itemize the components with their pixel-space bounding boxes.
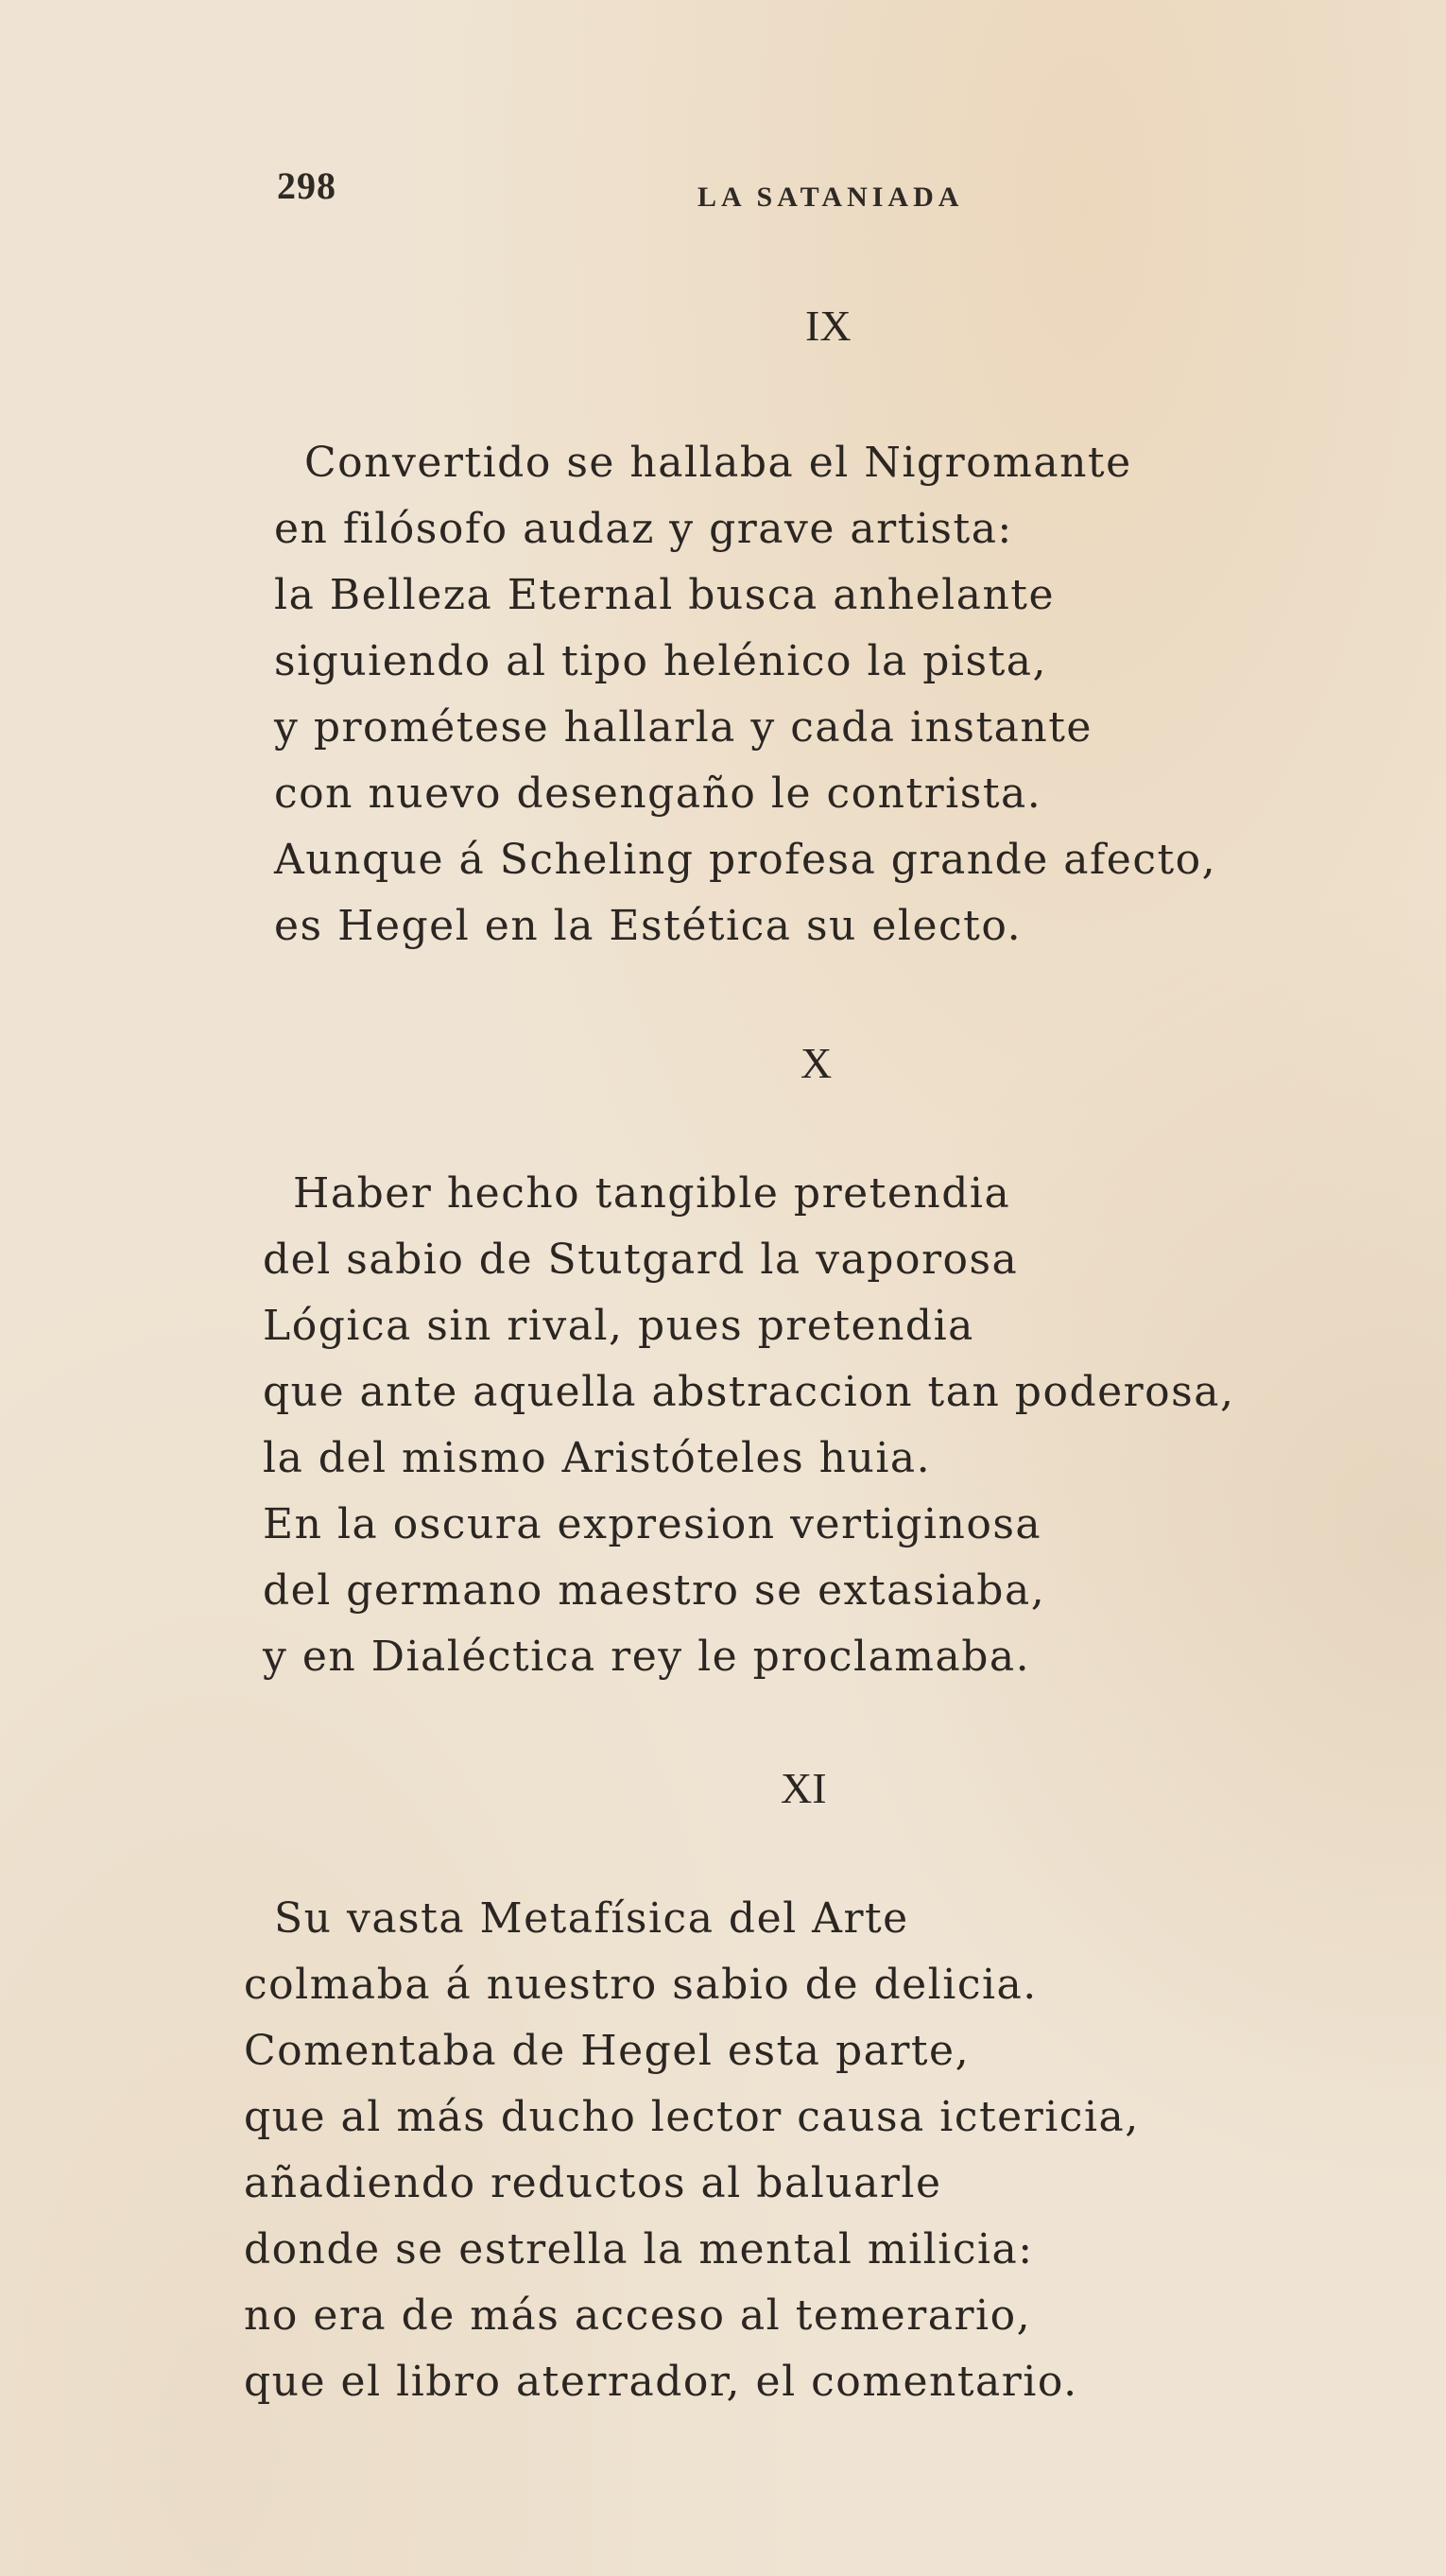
verse-line: Aunque á Scheling profesa grande afecto, xyxy=(274,836,1217,884)
page-number: 298 xyxy=(277,164,336,207)
verse-line: Comentaba de Hegel esta parte, xyxy=(244,2027,971,2075)
stanza-numeral-x: X xyxy=(800,1039,833,1087)
verse-line: siguiendo al tipo helénico la pista, xyxy=(274,637,1047,685)
verse-line: donde se estrella la mental milicia: xyxy=(244,2225,1034,2273)
stanza-ix xyxy=(274,430,1216,960)
verse-line: del sabio de Stutgard la vaporosa xyxy=(263,1236,1019,1284)
stanza-x xyxy=(263,1161,1234,1690)
verse-line: y prométese hallarla y cada instante xyxy=(274,703,1093,752)
verse-line: añadiendo reductos al baluarle xyxy=(244,2159,942,2207)
verse-line: colmaba á nuestro sabio de delicia. xyxy=(244,1961,1038,2009)
stanza-numeral-xi: XI xyxy=(781,1764,827,1812)
verse-line: En la oscura expresion vertiginosa xyxy=(263,1500,1042,1548)
verse-line: que el libro aterrador, el comentario. xyxy=(244,2358,1078,2406)
verse-line: Convertido se hallaba el Nigromante xyxy=(304,439,1132,487)
verse-line: y en Dialéctica rey le proclamaba. xyxy=(263,1633,1031,1681)
stanza-xi xyxy=(244,1886,1140,2415)
stanza-numeral-ix: IX xyxy=(805,302,852,350)
verse-line: Haber hecho tangible pretendia xyxy=(293,1169,1011,1218)
verse-line: del germano maestro se extasiaba, xyxy=(263,1566,1046,1615)
verse-line: es Hegel en la Estética su electo. xyxy=(274,902,1023,950)
verse-line: la Belleza Eternal busca anhelante xyxy=(274,571,1056,619)
verse-line: no era de más acceso al temerario, xyxy=(244,2291,1032,2340)
running-title: LA SATANIADA xyxy=(697,182,964,213)
verse-line: que al más ducho lector causa ictericia, xyxy=(244,2093,1140,2141)
verse-line: Su vasta Metafísica del Arte xyxy=(274,1894,909,1943)
verse-line: con nuevo desengaño le contrista. xyxy=(274,769,1042,818)
verse-line: la del mismo Aristóteles huia. xyxy=(263,1434,932,1482)
verse-line: Lógica sin rival, pues pretendia xyxy=(263,1302,974,1350)
verse-line: en filósofo audaz y grave artista: xyxy=(274,505,1013,553)
verse-line: que ante aquella abstraccion tan poderosa, xyxy=(263,1368,1235,1416)
